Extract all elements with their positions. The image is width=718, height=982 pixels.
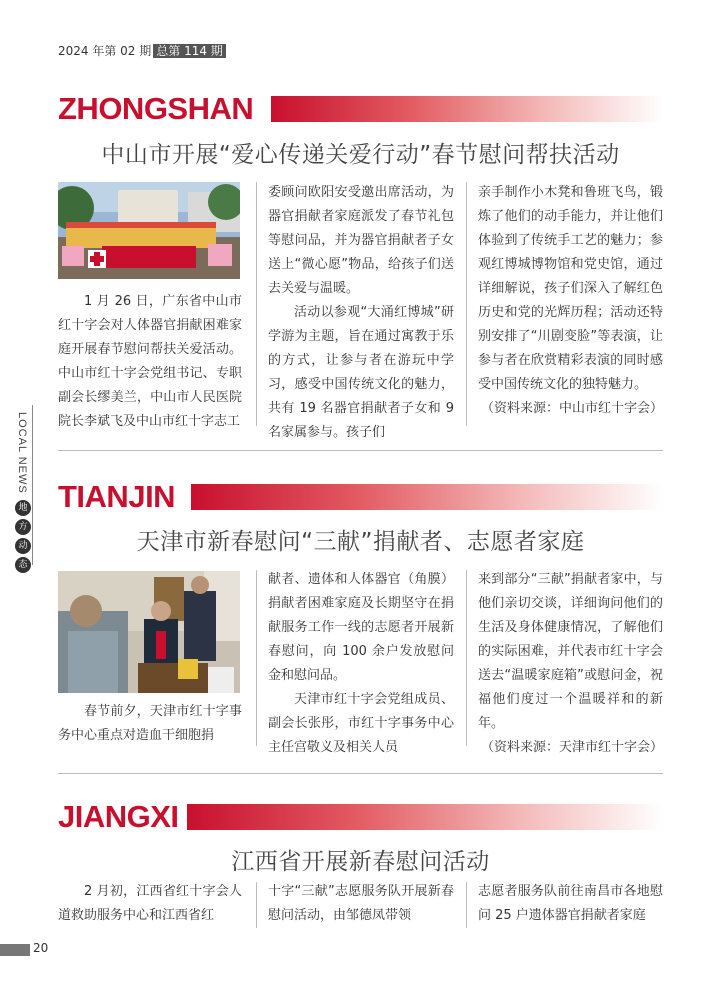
- paragraph: 志愿者服务队前往南昌市各地慰问 25 户遗体器官捐献者家庭: [478, 884, 663, 923]
- paragraph: 十字“三献”志愿服务队开展新春慰问活动，由邹德凤带领: [268, 884, 454, 923]
- side-divider: [32, 405, 33, 565]
- page-marker-bar: [0, 944, 30, 956]
- column-divider: [256, 882, 257, 928]
- article-title: 江西省开展新春慰问活动: [231, 849, 490, 875]
- paragraph: 天津市红十字会党组成员、副会长张彤，市红十字事务中心主任宫敬义及相关人员: [268, 692, 454, 755]
- side-char: 动: [15, 538, 31, 554]
- article-column: [478, 181, 663, 421]
- page-number: 20: [33, 941, 49, 955]
- section-divider: [58, 450, 663, 451]
- section-bar: [271, 96, 663, 122]
- column-divider: [466, 182, 467, 426]
- column-divider: [256, 570, 257, 746]
- side-label-cn: [15, 500, 31, 576]
- article-photo: [58, 571, 240, 693]
- section-header-jiangxi: [58, 799, 663, 834]
- article-column: [58, 700, 242, 748]
- section-city: JIANGXI: [58, 802, 183, 832]
- source-note: （资料来源：中山市红十字会）: [480, 401, 663, 416]
- paragraph: 活动以参观“大涌红博城”研学游为主题，旨在通过寓教于乐的方式，让参与者在游玩中学习，感受中国传统文化的魅力，共有 19 名器官捐献者子女和 9 名家属参与。孩子们: [268, 305, 454, 440]
- article-title: 中山市开展“爱心传递关爱行动”春节慰问帮扶活动: [101, 142, 620, 168]
- article-column: [478, 880, 663, 928]
- column-divider: [466, 570, 467, 746]
- side-label-en: LOCAL NEWS: [16, 412, 28, 494]
- article-column: [268, 568, 454, 760]
- article-photo: [58, 182, 240, 279]
- source-note: （资料来源：天津市红十字会）: [480, 740, 663, 755]
- side-char: 态: [15, 557, 31, 573]
- visit-photo-image: [58, 571, 240, 693]
- section-bar: [191, 484, 663, 510]
- column-divider: [466, 882, 467, 928]
- section-header-zhongshan: [58, 91, 663, 126]
- paragraph: 1 月 26 日，广东省中山市红十字会对人体器官捐献困难家庭开展春节慰问帮扶关爱活动。中山市红十字会党组书记、专职副会长缪美兰，中山市人民医院院长李斌飞及中山市红十字志工: [58, 294, 242, 429]
- paragraph: 亲手制作小木凳和鲁班飞鸟，锻炼了他们的动手能力，并让他们体验到了传统手工艺的魅力；参观红博城博物馆和党史馆，通过详细解说，孩子们深入了解红色历史和党的光辉历程；活动还特别安排了“川剧变脸”等表演，让参与者在欣赏精彩表演的同时感受中国传统文化的独特魅力。: [478, 185, 663, 392]
- article-column: [268, 880, 454, 928]
- article-column: [478, 568, 663, 760]
- issue-text: 2024 年第 02 期: [58, 44, 152, 58]
- paragraph: 来到部分“三献”捐献者家中，与他们亲切交谈，详细询问他们的生活及身体健康情况，了解他们的实际困难，并代表市红十字会送去“温暖家庭箱”或慰问金，祝福他们度过一个温暖祥和的新年。: [478, 572, 663, 731]
- article-column: [58, 880, 242, 928]
- side-char: 方: [15, 519, 31, 535]
- paragraph: 2 月初，江西省红十字会人道救助服务中心和江西省红: [58, 884, 242, 923]
- paragraph: 春节前夕，天津市红十字事务中心重点对造血干细胞捐: [58, 704, 242, 743]
- paragraph: 献者、遗体和人体器官（角膜）捐献者困难家庭及长期坚守在捐献服务工作一线的志愿者开展新春慰问，向 100 余户发放慰问金和慰问品。: [268, 572, 454, 683]
- article-column: [268, 181, 454, 445]
- section-city: ZHONGSHAN: [58, 94, 257, 124]
- section-divider: [58, 773, 663, 774]
- group-photo-image: [58, 182, 240, 279]
- side-char: 地: [15, 500, 31, 516]
- paragraph: 委顾问欧阳安受邀出席活动，为器官捐献者家庭派发了春节礼包等慰问品，并为器官捐献者子女送上“微心愿”物品，给孩子们送去关爱与温暖。: [268, 185, 454, 296]
- section-header-tianjin: [58, 479, 663, 514]
- issue-total: 总第 114 期: [153, 44, 226, 58]
- article-title: 天津市新春慰问“三献”捐献者、志愿者家庭: [136, 529, 585, 555]
- issue-info: [58, 42, 226, 59]
- section-bar: [187, 804, 663, 830]
- article-column: [58, 290, 242, 434]
- column-divider: [256, 182, 257, 426]
- section-city: TIANJIN: [58, 482, 179, 512]
